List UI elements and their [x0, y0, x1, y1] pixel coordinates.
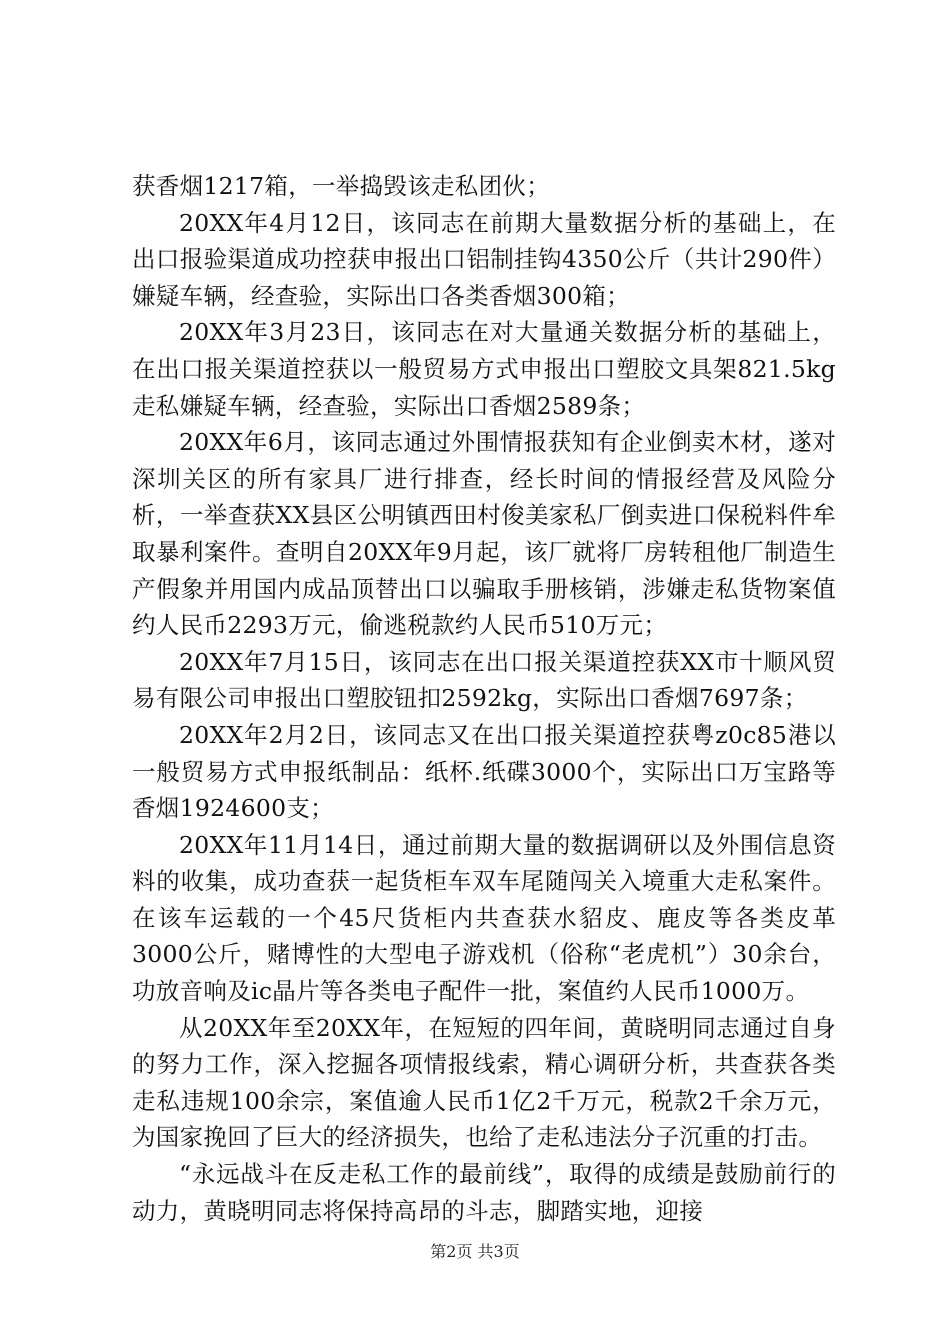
page-footer: 第2页 共3页 [430, 1242, 520, 1261]
paragraph: 从20XX年至20XX年，在短短的四年间，黄晓明同志通过自身的努力工作，深入挖掘各项情报线索，精心调研分析，共查获各类走私违规100余宗，案值逾人民币1亿2千万元，税款2千余万元，为国家挽回了巨大的经济损失，也给了走私违法分子沉重的打击。 [132, 1013, 836, 1152]
paragraph: 20XX年4月12日，该同志在前期大量数据分析的基础上，在出口报验渠道成功控获申报出口铝制挂钩4350公斤（共计290件）嫌疑车辆，经查验，实际出口各类香烟300箱； [132, 208, 836, 310]
document-body [132, 168, 836, 1229]
paragraph: 20XX年2月2日，该同志又在出口报关渠道控获粤z0c85港以一般贸易方式申报纸制品：纸杯.纸碟3000个，实际出口万宝路等香烟1924600支； [132, 720, 836, 823]
paragraph: 获香烟1217箱，一举捣毁该走私团伙； [132, 172, 551, 200]
paragraph: “永远战斗在反走私工作的最前线”，取得的成绩是鼓励前行的动力，黄晓明同志将保持高昂的斗志，脚踏实地，迎接 [132, 1160, 836, 1225]
paragraph: 20XX年6月，该同志通过外围情报获知有企业倒卖木材，遂对深圳关区的所有家具厂进行排查，经长时间的情报经营及风险分析，一举查获XX县区公明镇西田村俊美家私厂倒卖进口保税料件牟取暴利案件。查明自20XX年9月起，该厂就将厂房转租他厂制造生产假象并用国内成品顶替出口以骗取手册核销，涉嫌走私货物案值约人民币2293万元，偷逃税款约人民币510万元； [132, 428, 836, 640]
paragraph: 20XX年11月14日，通过前期大量的数据调研以及外围信息资料的收集，成功查获一起货柜车双车尾随闯关入境重大走私案件。在该车运载的一个45尺货柜内共查获水貂皮、鹿皮等各类皮革3000公斤，赌博性的大型电子游戏机（俗称“老虎机”）30余台，功放音响及ic晶片等各类电子配件一批，案值约人民币1000万。 [132, 830, 836, 1006]
paragraph: 20XX年7月15日，该同志在出口报关渠道控获XX市十顺风贸易有限公司申报出口塑胶钮扣2592kg，实际出口香烟7697条； [132, 647, 836, 713]
paragraph: 20XX年3月23日，该同志在对大量通关数据分析的基础上，在出口报关渠道控获以一般贸易方式申报出口塑胶文具架821.5kg走私嫌疑车辆，经查验，实际出口香烟2589条； [132, 318, 836, 420]
